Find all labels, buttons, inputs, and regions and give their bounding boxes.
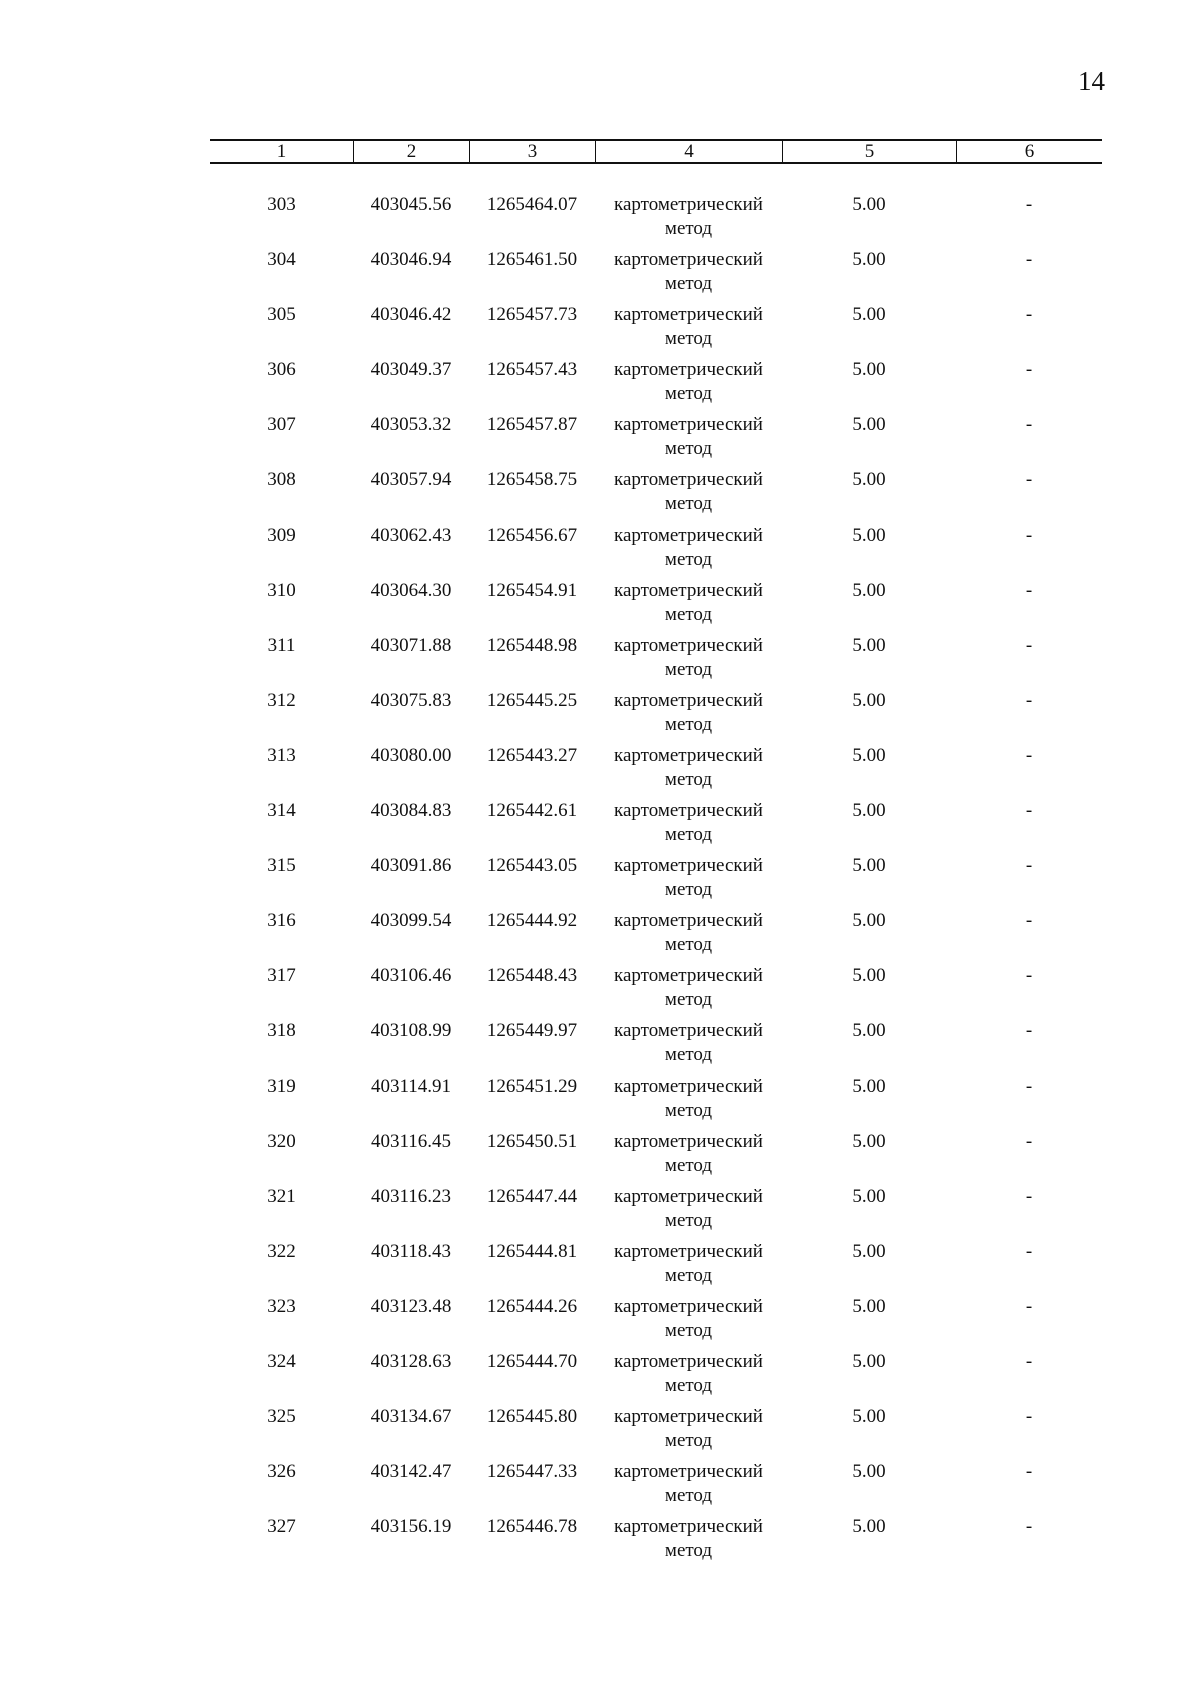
table-row [210,1016,1102,1071]
coord-y: 1265442.61 [486,800,578,822]
method-line-1: картометрический [614,910,763,932]
note: - [1025,579,1033,601]
method [595,1240,782,1288]
method [595,524,782,572]
method [595,689,782,737]
coord-x: 403128.63 [370,1350,452,1372]
point-number: 323 [267,1295,296,1317]
method-line-2: метод [664,1264,713,1286]
coord-x: 403080.00 [370,744,452,766]
method-line-2: метод [664,218,713,239]
coord-x: 403071.88 [370,634,452,656]
table-row [210,686,1102,741]
method [595,468,782,516]
point-number: 317 [267,965,296,987]
table-header [210,139,1102,164]
note: - [1025,1350,1033,1372]
note: - [1025,304,1033,326]
accuracy: 5.00 [852,304,886,326]
method-line-1: картометрический [614,1406,763,1428]
method [595,1515,782,1563]
coord-x: 403084.83 [370,800,452,822]
table-row [210,410,1102,465]
coord-y: 1265464.07 [486,194,578,215]
note: - [1025,249,1033,271]
point-number: 324 [267,1350,296,1372]
coord-y: 1265444.92 [486,910,578,932]
note: - [1025,469,1033,491]
point-number: 318 [267,1020,296,1042]
method-line-1: картометрический [614,1295,763,1317]
point-number: 327 [267,1516,296,1538]
point-number: 321 [267,1185,296,1207]
method-line-2: метод [664,1430,713,1452]
method-line-1: картометрический [614,689,763,711]
accuracy: 5.00 [852,359,886,381]
note: - [1025,1130,1033,1152]
method [595,1295,782,1343]
point-number: 311 [267,634,296,656]
coord-y: 1265444.81 [486,1240,578,1262]
method [595,193,782,241]
note: - [1025,524,1033,546]
point-number: 307 [267,414,296,436]
accuracy: 5.00 [852,1461,886,1483]
header-cell-4: 4 [595,141,782,162]
note: - [1025,1516,1033,1538]
method-line-2: метод [664,768,713,790]
method-line-1: картометрический [614,1130,763,1152]
method-line-1: картометрический [614,1461,763,1483]
coord-y: 1265443.05 [486,855,578,877]
table-row [210,851,1102,906]
table-row [210,1402,1102,1457]
coord-x: 403116.23 [370,1185,452,1207]
coord-x: 403046.42 [370,304,452,326]
table-row [210,1457,1102,1512]
method-line-1: картометрический [614,1020,763,1042]
accuracy: 5.00 [852,1516,886,1538]
method-line-1: картометрический [614,965,763,987]
method-line-2: метод [664,1319,713,1341]
note: - [1025,1075,1033,1097]
point-number: 315 [267,855,296,877]
coord-x: 403156.19 [370,1516,452,1538]
note: - [1025,1295,1033,1317]
method [595,909,782,957]
accuracy: 5.00 [852,469,886,491]
method-line-1: картометрический [614,414,763,436]
method-line-2: метод [664,493,713,515]
accuracy: 5.00 [852,1406,886,1428]
point-number: 325 [267,1406,296,1428]
method-line-2: метод [664,1374,713,1396]
coord-x: 403062.43 [370,524,452,546]
method-line-2: метод [664,383,713,405]
accuracy: 5.00 [852,1020,886,1042]
note: - [1025,689,1033,711]
accuracy: 5.00 [852,1130,886,1152]
coord-x: 403046.94 [370,249,452,271]
table-row [210,961,1102,1016]
coord-y: 1265447.33 [486,1461,578,1483]
method-line-2: метод [664,1154,713,1176]
header-cell-3: 3 [469,141,595,162]
coord-y: 1265444.70 [486,1350,578,1372]
note: - [1025,1185,1033,1207]
coord-y: 1265446.78 [486,1516,578,1538]
coord-x: 403106.46 [370,965,452,987]
coord-x: 403118.43 [370,1240,452,1262]
method-line-2: метод [664,658,713,680]
note: - [1025,1461,1033,1483]
point-number: 305 [267,304,296,326]
point-number: 322 [267,1240,296,1262]
method [595,634,782,682]
coord-x: 403064.30 [370,579,452,601]
method-line-2: метод [664,273,713,295]
method-line-1: картометрический [614,304,763,326]
accuracy: 5.00 [852,1185,886,1207]
point-number: 309 [267,524,296,546]
method [595,1185,782,1233]
note: - [1025,1240,1033,1262]
method-line-2: метод [664,1044,713,1066]
table-row [210,300,1102,355]
note: - [1025,744,1033,766]
note: - [1025,800,1033,822]
method [595,799,782,847]
method [595,1405,782,1453]
coord-y: 1265444.26 [486,1295,578,1317]
coord-x: 403091.86 [370,855,452,877]
table-body [210,190,1102,1567]
method [595,744,782,792]
method-line-2: метод [664,713,713,735]
method-line-2: метод [664,548,713,570]
point-number: 316 [267,910,296,932]
accuracy: 5.00 [852,910,886,932]
accuracy: 5.00 [852,1295,886,1317]
method-line-1: картометрический [614,1075,763,1097]
accuracy: 5.00 [852,855,886,877]
accuracy: 5.00 [852,579,886,601]
method-line-1: картометрический [614,579,763,601]
note: - [1025,634,1033,656]
method-line-1: картометрический [614,855,763,877]
accuracy: 5.00 [852,800,886,822]
method-line-2: метод [664,1209,713,1231]
method-line-1: картометрический [614,524,763,546]
method-line-1: картометрический [614,469,763,491]
method-line-2: метод [664,824,713,846]
method [595,964,782,1012]
table-row [210,1512,1102,1567]
method-line-1: картометрический [614,194,763,215]
point-number: 310 [267,579,296,601]
coord-x: 403142.47 [370,1461,452,1483]
method-line-1: картометрический [614,634,763,656]
table-row [210,576,1102,631]
method [595,579,782,627]
table-row [210,1072,1102,1127]
point-number: 304 [267,249,296,271]
method [595,1460,782,1508]
point-number: 320 [267,1130,296,1152]
coord-y: 1265445.25 [486,689,578,711]
coord-x: 403134.67 [370,1406,452,1428]
coord-y: 1265457.43 [486,359,578,381]
method [595,1019,782,1067]
accuracy: 5.00 [852,414,886,436]
accuracy: 5.00 [852,634,886,656]
header-cell-1: 1 [276,140,287,162]
method [595,1130,782,1178]
method-line-1: картометрический [614,1350,763,1372]
table-row [210,1237,1102,1292]
point-number: 326 [267,1461,296,1483]
note: - [1025,194,1033,215]
coord-y: 1265457.73 [486,304,578,326]
coord-y: 1265450.51 [486,1130,578,1152]
coord-x: 403045.56 [370,194,452,215]
coord-x: 403123.48 [370,1295,452,1317]
accuracy: 5.00 [852,1350,886,1372]
accuracy: 5.00 [852,1075,886,1097]
method-line-2: метод [664,1540,713,1562]
coord-y: 1265447.44 [486,1185,578,1207]
table-row [210,465,1102,520]
coord-y: 1265461.50 [486,249,578,271]
coord-x: 403053.32 [370,414,452,436]
table-row [210,521,1102,576]
table-row [210,1292,1102,1347]
coord-y: 1265457.87 [486,414,578,436]
method-line-1: картометрический [614,1516,763,1538]
note: - [1025,965,1033,987]
table-row [210,741,1102,796]
table-row [210,1127,1102,1182]
method-line-1: картометрический [614,1240,763,1262]
table-row [210,906,1102,961]
point-number: 313 [267,744,296,766]
coord-y: 1265458.75 [486,469,578,491]
page-number: 14 [1078,66,1105,96]
coord-y: 1265456.67 [486,524,578,546]
accuracy: 5.00 [852,965,886,987]
accuracy: 5.00 [852,524,886,546]
table-row [210,190,1102,245]
method-line-1: картометрический [614,1185,763,1207]
table-row [210,796,1102,851]
table-row [210,631,1102,686]
point-number: 314 [267,800,296,822]
accuracy: 5.00 [852,689,886,711]
coord-x: 403099.54 [370,910,452,932]
method [595,413,782,461]
coord-y: 1265443.27 [486,744,578,766]
method-line-2: метод [664,328,713,350]
coord-x: 403049.37 [370,359,452,381]
coord-x: 403108.99 [370,1020,452,1042]
method-line-2: метод [664,1099,713,1121]
note: - [1025,910,1033,932]
accuracy: 5.00 [852,194,886,215]
table-row [210,245,1102,300]
point-number: 319 [267,1075,296,1097]
coord-x: 403114.91 [370,1075,452,1097]
accuracy: 5.00 [852,744,886,766]
table-row [210,355,1102,410]
point-number: 312 [267,689,296,711]
method [595,1075,782,1123]
coord-y: 1265445.80 [486,1406,578,1428]
method-line-2: метод [664,989,713,1011]
method-line-2: метод [664,603,713,625]
note: - [1025,414,1033,436]
method-line-1: картометрический [614,744,763,766]
header-cell-2: 2 [353,141,469,162]
point-number: 303 [267,194,296,215]
coord-y: 1265451.29 [486,1075,578,1097]
note: - [1025,1406,1033,1428]
method-line-1: картометрический [614,800,763,822]
method-line-1: картометрический [614,249,763,271]
coord-x: 403057.94 [370,469,452,491]
method-line-2: метод [664,934,713,956]
method-line-2: метод [664,879,713,901]
method [595,248,782,296]
method [595,303,782,351]
header-cell-5: 5 [782,141,956,162]
note: - [1025,1020,1033,1042]
coord-x: 403116.45 [370,1130,452,1152]
method-line-2: метод [664,438,713,460]
accuracy: 5.00 [852,249,886,271]
accuracy: 5.00 [852,1240,886,1262]
header-cell-6: 6 [956,141,1102,162]
coord-x: 403075.83 [370,689,452,711]
method [595,358,782,406]
coord-y: 1265448.98 [486,634,578,656]
method-line-1: картометрический [614,359,763,381]
coord-y: 1265454.91 [486,579,578,601]
method [595,1350,782,1398]
coord-y: 1265449.97 [486,1020,578,1042]
method-line-2: метод [664,1485,713,1507]
note: - [1025,359,1033,381]
method [595,854,782,902]
point-number: 308 [267,469,296,491]
note: - [1025,855,1033,877]
coord-y: 1265448.43 [486,965,578,987]
point-number: 306 [267,359,296,381]
table-row [210,1182,1102,1237]
table-row [210,1347,1102,1402]
